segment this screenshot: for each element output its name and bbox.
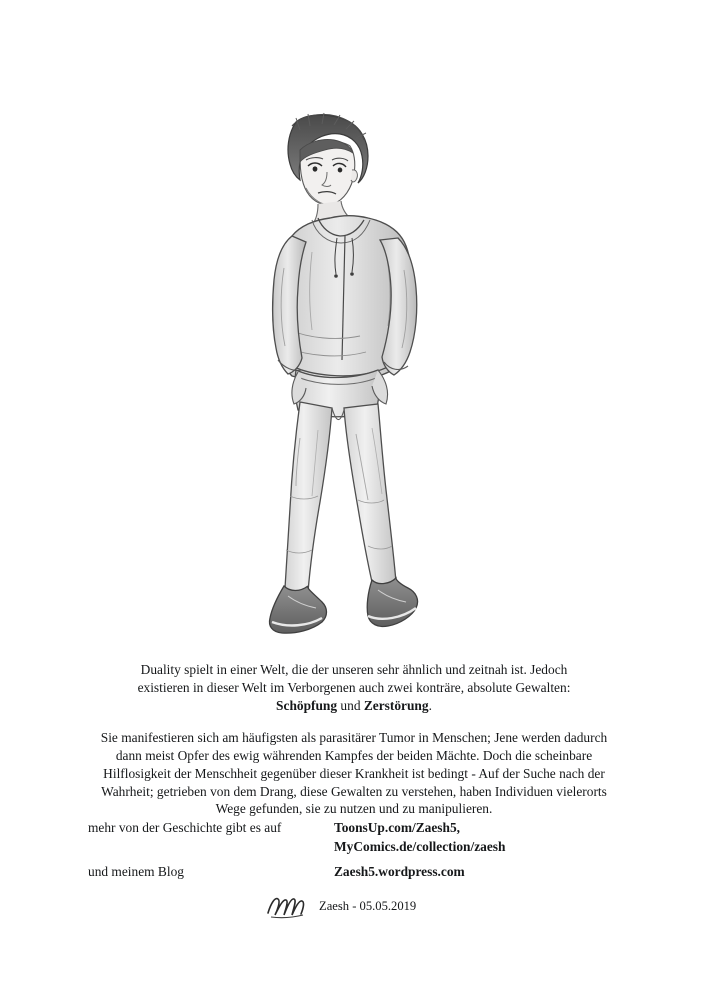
signature-caption: Zaesh - 05.05.2019: [319, 898, 417, 913]
link-toonsup[interactable]: ToonsUp.com/Zaesh5,: [334, 820, 461, 835]
links-values: [334, 818, 620, 856]
story-paragraph-1-line-2: existieren in dieser Welt im Verborgenen auch zwei konträre, absolute Gewalten:: [137, 680, 571, 696]
figure-head: [288, 113, 368, 227]
signature-row: [265, 893, 416, 919]
link-mycomics[interactable]: MyComics.de/collection/zaesh: [334, 839, 506, 855]
story-text-block: [88, 648, 620, 832]
links-row-blog: [88, 862, 620, 881]
artwork-container: [0, 30, 707, 640]
figure-legs: [285, 402, 396, 594]
figure-jacket: [273, 216, 417, 382]
story-paragraph-1: [88, 661, 620, 715]
links-row-primary: [88, 818, 620, 856]
paragraph-1-period: .: [428, 698, 432, 714]
links-block: [88, 818, 620, 881]
links-intro-label: mehr von der Geschichte gibt es auf: [88, 820, 282, 835]
artist-signature-mark: [265, 893, 309, 919]
pencil-drawing-standing-figure: [0, 30, 707, 640]
blog-values: [334, 862, 620, 881]
emphasis-zerstoerung: Zerstörung: [363, 698, 429, 714]
story-paragraph-2: Sie manifestieren sich am häufigsten als parasitärer Tumor in Menschen; Jene werden dadurch dann meist Opfer des ewig währenden Kampfes der beiden Mächte. Doch die scheinbare Hilflosigkeit der Menschheit gegenüber dieser Krankheit ist bedingt - Auf der Suche nach der Wahrheit; getrieben von dem Drang, diese Gewalten zu verstehen, haben Individuen vielerorts Wege gefunden, sie zu nutzen und zu manipulieren.: [100, 729, 608, 817]
story-paragraph-1-line-1: Duality spielt in einer Welt, die der unseren sehr ähnlich und zeitnah ist. Jedoch: [140, 662, 568, 678]
link-wordpress[interactable]: Zaesh5.wordpress.com: [334, 864, 465, 880]
story-paragraph-1-line-3: [88, 697, 620, 715]
conjunction-und: und: [337, 698, 364, 714]
emphasis-schoepfung: Schöpfung: [276, 698, 338, 714]
blog-label: und meinem Blog: [88, 864, 184, 880]
